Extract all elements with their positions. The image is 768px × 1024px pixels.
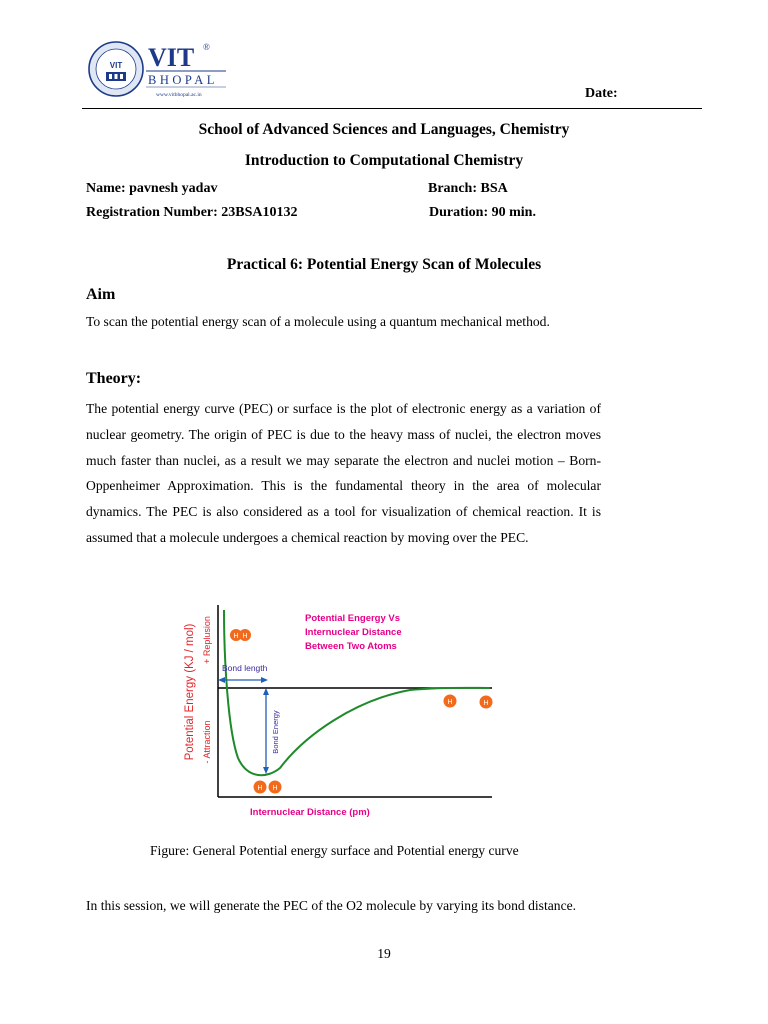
student-name: Name: pavnesh yadav xyxy=(86,181,218,196)
theory-paragraph: The potential energy curve (PEC) or surface is the plot of electronic energy as a variation of nuclear geometry. The origin of PEC is due to the heavy mass of nuclei, the electron moves much faster than nuclei, as a result we may separate the electron and nuclei motion – Born-Oppenheimer Approximation. This is the fundamental theory in the area of molecular dynamics. The PEC is also considered as a tool for visualization of chemical reaction. It is assumed that a molecule undergoes a chemical reaction by moving over the PEC. xyxy=(86,401,601,545)
logo-wordmark: VIT xyxy=(148,43,195,72)
header-divider xyxy=(82,108,702,109)
practical-title: Practical 6: Potential Energy Scan of Molecules xyxy=(226,256,542,273)
branch: Branch: BSA xyxy=(428,181,508,196)
aim-text: To scan the potential energy scan of a molecule using a quantum mechanical method. xyxy=(86,314,550,329)
atom-label: H xyxy=(257,785,263,792)
page-number: 19 xyxy=(377,946,391,961)
course-title: Introduction to Computational Chemistry xyxy=(244,152,524,169)
figure-title-line-3: Between Two Atoms xyxy=(305,641,397,652)
svg-text:VIT: VIT xyxy=(109,61,123,70)
atom-label: H xyxy=(242,633,248,640)
figure-title-line-2: Internuclear Distance xyxy=(305,627,402,638)
atom-label: H xyxy=(272,785,278,792)
session-text: In this session, we will generate the PEC of the O2 molecule by varying its bond distance. xyxy=(86,898,577,913)
bond-energy-label: Bond Energy xyxy=(271,710,280,754)
duration: Duration: 90 min. xyxy=(429,205,536,220)
x-axis-label: Internuclear Distance (pm) xyxy=(250,807,370,818)
figure-caption: Figure: General Potential energy surface and Potential energy curve xyxy=(150,843,519,858)
date-label: Date: xyxy=(585,86,618,101)
atom-label: H xyxy=(233,633,239,640)
bond-length-arrowhead-left xyxy=(218,677,225,683)
bond-energy-arrowhead-bottom xyxy=(263,767,269,774)
bond-energy-arrowhead-top xyxy=(263,688,269,695)
attraction-label: - Attraction xyxy=(202,720,212,764)
atom-label: H xyxy=(483,700,489,707)
university-seal-icon xyxy=(89,42,143,96)
logo-website: www.vitbhopal.ac.in xyxy=(156,92,202,98)
logo-subtitle: BHOPAL xyxy=(148,73,218,87)
aim-heading: Aim xyxy=(86,286,116,303)
vit-bhopal-logo xyxy=(88,38,228,100)
atom-pair-bonded xyxy=(254,781,282,794)
registration-number: Registration Number: 23BSA10132 xyxy=(86,205,298,220)
school-title: School of Advanced Sciences and Languages, Chemistry xyxy=(198,121,570,138)
atom-label: H xyxy=(447,699,453,706)
figure-title-line-1: Potential Engergy Vs xyxy=(305,613,401,624)
bond-length-label: Bond length xyxy=(222,663,268,673)
y-axis-label: Potential Energy (KJ / mol) xyxy=(184,623,196,761)
registered-mark: ® xyxy=(203,42,210,52)
bond-length-arrowhead-right xyxy=(261,677,268,683)
atom-pair-repulsion xyxy=(230,629,251,641)
atom-pair-separated xyxy=(444,695,493,709)
theory-heading: Theory: xyxy=(86,370,142,387)
potential-energy-figure xyxy=(180,600,500,825)
repulsion-label: + Replusion xyxy=(202,616,212,664)
